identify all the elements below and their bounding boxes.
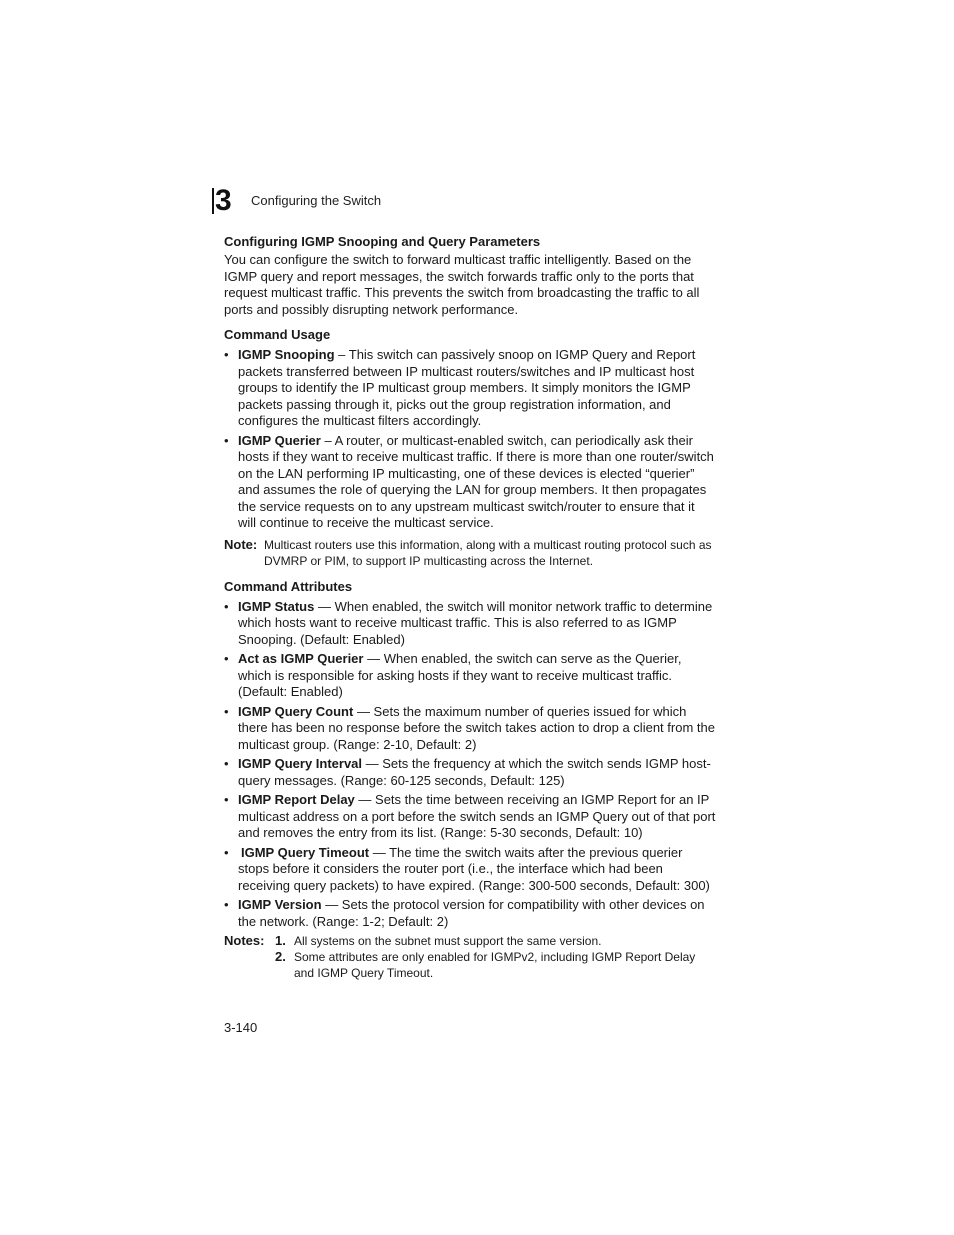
list-item: 1. All systems on the subnet must support the same version. — [275, 933, 602, 948]
list-item: • IGMP Report Delay — Sets the time between receiving an IGMP Report for an IP multicast address on a port before the switch sends an IGMP Query out of that port and removes the entry from its list. (Range: 5-30 seconds, Default: 10) — [224, 792, 716, 840]
list-item: 2. Some attributes are only enabled for IGMPv2, including IGMP Report Delay and IGMP Query Timeout. — [275, 949, 696, 980]
note-label: Note: — [224, 536, 258, 552]
page-content — [224, 233, 716, 981]
note-text: Multicast routers use this information, along with a multicast routing protocol such as DVMRP or PIM, to support IP multicasting across the Internet. — [264, 537, 712, 568]
note — [224, 537, 716, 569]
list-item: • IGMP Query Interval — Sets the frequency at which the switch sends IGMP host-query messages. (Range: 60-125 seconds, Default: 125) — [224, 756, 711, 788]
notes — [224, 933, 716, 981]
notes-label: Notes: — [224, 933, 265, 948]
list-item: • IGMP Snooping – This switch can passively snoop on IGMP Query and Report packets transferred between IP multicast routers/switches and IP multicast host groups to identify the IP multicast group members. It simply monitors the IGMP packets passing through it, picks out the group registration information, and configures the multicast filters accordingly. — [224, 347, 696, 428]
command-usage-list — [224, 347, 716, 532]
list-item: • IGMP Status — When enabled, the switch will monitor network traffic to determine which hosts want to receive multicast traffic. This is also referred to as IGMP Snooping. (Default: Enabled) — [224, 598, 713, 647]
command-attributes-list — [224, 599, 716, 931]
section-intro: You can configure the switch to forward multicast traffic intelligently. Based on the IGMP query and report messages, the switch forwards traffic only to the ports that request multicast traffic. This prevents the switch from broadcasting the traffic to all ports and possibly disrupting network performance. — [224, 252, 700, 317]
list-item: • IGMP Query Timeout — The time the switch waits after the previous querier stops before it considers the router port (i.e., the interface which had been receiving query packets) to have expired. (Range: 300-500 seconds, Default: 300) — [224, 844, 710, 893]
chapter-number: 3 — [212, 188, 241, 214]
command-usage-heading: Command Usage — [224, 327, 331, 342]
list-item: • IGMP Version — Sets the protocol version for compatibility with other devices on the network. (Range: 1-2; Default: 2) — [224, 897, 705, 929]
command-attributes-heading: Command Attributes — [224, 578, 353, 594]
notes-list — [224, 933, 716, 981]
chapter-title: Configuring the Switch — [251, 193, 382, 208]
section-title: Configuring IGMP Snooping and Query Parameters — [224, 234, 541, 249]
list-item: • IGMP Querier – A router, or multicast-enabled switch, can periodically ask their hosts if they want to receive multicast traffic. If there is more than one router/switch on the LAN performing IP multicasting, one of these devices is elected “querier” and assumes the role of querying the LAN for group members. It then propagates the service requests on to any upstream multicast switch/router to ensure that it will continue to receive the multicast service. — [224, 432, 714, 530]
list-item: • Act as IGMP Querier — When enabled, the switch can serve as the Querier, which is responsible for asking hosts if they want to receive multicast traffic. (Default: Enabled) — [224, 651, 682, 699]
page-number: 3-140 — [224, 1020, 258, 1035]
list-item: • IGMP Query Count — Sets the maximum number of queries issued for which there has been no response before the switch takes action to drop a client from the multicast group. (Range: 2-10, Default: 2) — [224, 703, 715, 752]
